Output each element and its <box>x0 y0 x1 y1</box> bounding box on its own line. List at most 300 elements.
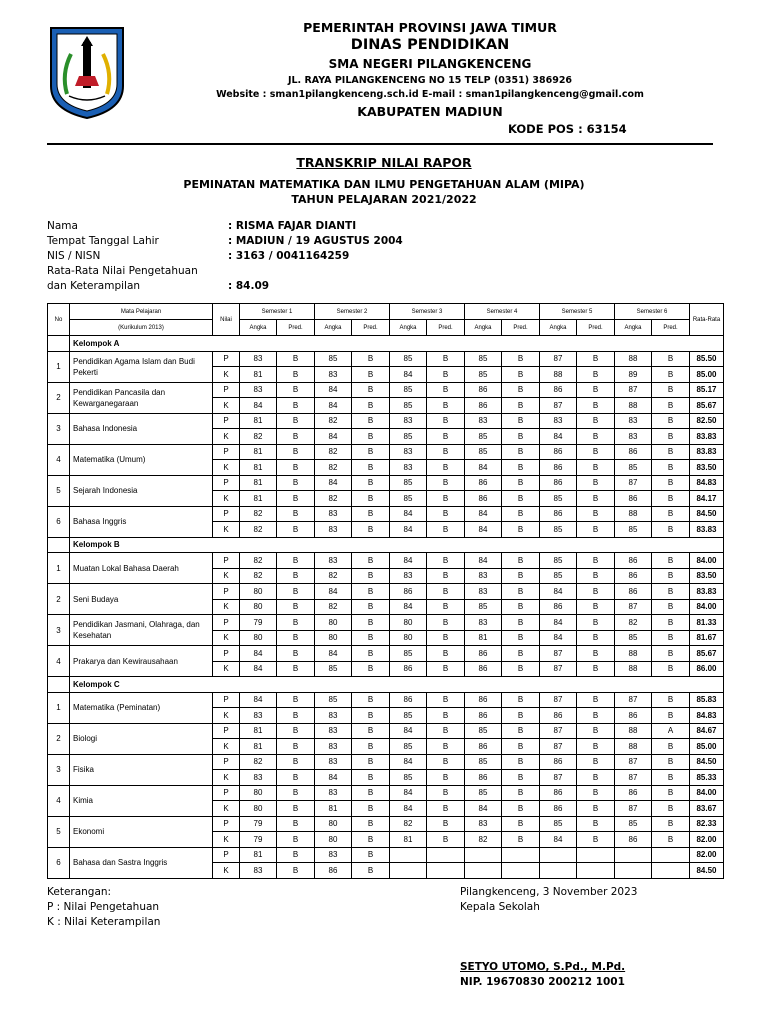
header-pred: Pred. <box>577 320 615 336</box>
pred-cell: B <box>577 506 615 522</box>
table-row <box>48 553 724 569</box>
pred-cell: B <box>277 568 315 584</box>
angka-cell: 81 <box>240 367 277 383</box>
pred-cell: B <box>427 398 465 414</box>
angka-cell: 81 <box>240 444 277 460</box>
angka-cell: 86 <box>465 739 502 755</box>
pred-cell: B <box>277 444 315 460</box>
angka-cell: 83 <box>315 739 352 755</box>
pred-cell: B <box>577 460 615 476</box>
angka-cell: 85 <box>390 646 427 662</box>
angka-cell: 85 <box>390 708 427 724</box>
pred-cell: B <box>277 847 315 863</box>
angka-cell: 83 <box>615 429 652 445</box>
nilai-type: K <box>213 801 240 817</box>
keterangan-title: Keterangan: <box>47 886 112 898</box>
table-row <box>48 692 724 708</box>
angka-cell: 80 <box>315 615 352 631</box>
pred-cell: B <box>502 491 540 507</box>
angka-cell: 81 <box>240 739 277 755</box>
table-header <box>48 304 724 336</box>
pred-cell: B <box>277 832 315 848</box>
nilai-type: K <box>213 398 240 414</box>
rata-rata-cell: 85.50 <box>690 351 724 367</box>
pred-cell: B <box>502 568 540 584</box>
pred-cell: B <box>427 708 465 724</box>
angka-cell: 86 <box>465 646 502 662</box>
nilai-type: K <box>213 367 240 383</box>
angka-cell: 87 <box>615 770 652 786</box>
pred-cell: B <box>652 770 690 786</box>
angka-cell: 82 <box>240 522 277 538</box>
angka-cell: 86 <box>615 491 652 507</box>
angka-cell <box>465 847 502 863</box>
pred-cell: B <box>427 522 465 538</box>
angka-cell: 85 <box>465 444 502 460</box>
header-semester: Semester 2 <box>315 304 390 320</box>
pred-cell: B <box>352 398 390 414</box>
angka-cell: 87 <box>540 646 577 662</box>
nilai-type: P <box>213 785 240 801</box>
rata-rata-cell: 84.17 <box>690 491 724 507</box>
angka-cell: 86 <box>540 785 577 801</box>
angka-cell: 86 <box>615 553 652 569</box>
angka-cell: 84 <box>540 584 577 600</box>
pred-cell: B <box>502 367 540 383</box>
angka-cell: 85 <box>540 522 577 538</box>
rata-rata-cell: 85.33 <box>690 770 724 786</box>
pred-cell: B <box>352 739 390 755</box>
angka-cell: 83 <box>315 553 352 569</box>
angka-cell: 85 <box>315 351 352 367</box>
rata-rata-cell: 85.00 <box>690 367 724 383</box>
pred-cell: B <box>352 692 390 708</box>
subject-no: 2 <box>48 723 70 754</box>
angka-cell: 86 <box>540 801 577 817</box>
pred-cell: B <box>502 785 540 801</box>
pred-cell: B <box>427 661 465 677</box>
angka-cell: 86 <box>615 708 652 724</box>
angka-cell <box>465 863 502 879</box>
signer-name: SETYO UTOMO, S.Pd., M.Pd. <box>460 961 626 973</box>
header-line1: PEMERINTAH PROVINSI JAWA TIMUR <box>303 20 557 35</box>
subject-name: Bahasa dan Sastra Inggris <box>70 847 213 878</box>
kabupaten: KABUPATEN MADIUN <box>357 104 503 119</box>
pred-cell: B <box>427 491 465 507</box>
nilai-type: K <box>213 770 240 786</box>
pred-cell: B <box>352 382 390 398</box>
pred-cell: B <box>427 506 465 522</box>
angka-cell: 84 <box>540 615 577 631</box>
value-nama: : RISMA FAJAR DIANTI <box>228 220 357 232</box>
pred-cell: B <box>427 568 465 584</box>
school-contact: Website : sman1pilangkenceng.sch.id E-mail : sman1pilangkenceng@gmail.com <box>216 89 644 100</box>
pred-cell: B <box>352 754 390 770</box>
angka-cell: 86 <box>540 444 577 460</box>
pred-cell: B <box>277 522 315 538</box>
nilai-type: K <box>213 460 240 476</box>
pred-cell: B <box>652 754 690 770</box>
pred-cell: B <box>502 429 540 445</box>
rata-rata-cell: 81.67 <box>690 630 724 646</box>
subject-no: 3 <box>48 615 70 646</box>
pred-cell: B <box>277 506 315 522</box>
table-row <box>48 816 724 832</box>
pred-cell: B <box>352 460 390 476</box>
nilai-type: P <box>213 351 240 367</box>
label-rata2: dan Keterampilan <box>47 280 141 292</box>
angka-cell: 85 <box>540 568 577 584</box>
subject-name: Kimia <box>70 785 213 816</box>
pred-cell: B <box>577 816 615 832</box>
document-title: TRANSKRIP NILAI RAPOR <box>296 155 472 170</box>
rata-rata-cell: 85.00 <box>690 739 724 755</box>
pred-cell: B <box>427 553 465 569</box>
academic-year: TAHUN PELAJARAN 2021/2022 <box>291 193 477 206</box>
subject-no: 4 <box>48 646 70 677</box>
rata-rata-cell: 83.50 <box>690 460 724 476</box>
rata-rata-cell: 84.00 <box>690 553 724 569</box>
nilai-type: K <box>213 599 240 615</box>
angka-cell: 85 <box>390 491 427 507</box>
pred-cell: B <box>352 770 390 786</box>
pred-cell: B <box>502 739 540 755</box>
pred-cell: B <box>502 444 540 460</box>
table-row <box>48 413 724 429</box>
pred-cell: B <box>577 832 615 848</box>
pred-cell: B <box>277 584 315 600</box>
angka-cell: 80 <box>315 816 352 832</box>
subject-name: Pendidikan Agama Islam dan Budi Pekerti <box>70 351 213 382</box>
angka-cell: 79 <box>240 615 277 631</box>
table-row <box>48 475 724 491</box>
pred-cell: B <box>352 708 390 724</box>
pred-cell: B <box>652 429 690 445</box>
angka-cell: 83 <box>240 863 277 879</box>
place-date: Pilangkenceng, 3 November 2023 <box>460 886 638 898</box>
pred-cell: B <box>652 460 690 476</box>
angka-cell: 84 <box>390 522 427 538</box>
subject-no: 2 <box>48 382 70 413</box>
pred-cell: B <box>652 553 690 569</box>
angka-cell: 87 <box>540 351 577 367</box>
table-row <box>48 615 724 631</box>
label-nis: NIS / NISN <box>47 250 101 262</box>
pred-cell: A <box>652 723 690 739</box>
angka-cell: 84 <box>390 599 427 615</box>
pred-cell: B <box>652 382 690 398</box>
angka-cell: 83 <box>240 382 277 398</box>
subject-name: Bahasa Inggris <box>70 506 213 537</box>
pred-cell: B <box>352 630 390 646</box>
angka-cell: 86 <box>615 568 652 584</box>
pred-cell: B <box>427 770 465 786</box>
angka-cell: 83 <box>240 351 277 367</box>
angka-cell: 83 <box>465 584 502 600</box>
angka-cell: 87 <box>615 754 652 770</box>
subject-name: Muatan Lokal Bahasa Daerah <box>70 553 213 584</box>
document-subtitle: PEMINATAN MATEMATIKA DAN ILMU PENGETAHUAN ALAM (MIPA) <box>183 178 585 191</box>
pred-cell: B <box>577 615 615 631</box>
pred-cell: B <box>577 491 615 507</box>
angka-cell: 86 <box>540 460 577 476</box>
subject-no: 1 <box>48 692 70 723</box>
table-row <box>48 444 724 460</box>
pred-cell: B <box>577 801 615 817</box>
angka-cell: 84 <box>390 801 427 817</box>
rata-rata-cell: 85.17 <box>690 382 724 398</box>
angka-cell: 84 <box>315 770 352 786</box>
pred-cell: B <box>277 413 315 429</box>
pred-cell: B <box>577 708 615 724</box>
angka-cell: 84 <box>540 630 577 646</box>
pred-cell: B <box>502 770 540 786</box>
angka-cell: 83 <box>390 444 427 460</box>
pred-cell: B <box>652 832 690 848</box>
angka-cell: 86 <box>615 832 652 848</box>
angka-cell: 84 <box>540 832 577 848</box>
group-spacer <box>48 537 70 553</box>
angka-cell: 83 <box>390 568 427 584</box>
subject-no: 1 <box>48 351 70 382</box>
nilai-type: P <box>213 475 240 491</box>
pred-cell: B <box>427 723 465 739</box>
angka-cell: 85 <box>390 770 427 786</box>
angka-cell: 88 <box>540 367 577 383</box>
value-ttl: : MADIUN / 19 AGUSTUS 2004 <box>228 235 403 247</box>
pred-cell: B <box>502 398 540 414</box>
pred-cell: B <box>352 801 390 817</box>
nilai-type: K <box>213 832 240 848</box>
pred-cell: B <box>352 816 390 832</box>
pred-cell: B <box>502 801 540 817</box>
pred-cell: B <box>577 723 615 739</box>
pred-cell: B <box>652 413 690 429</box>
nilai-type: K <box>213 661 240 677</box>
pred-cell: B <box>577 475 615 491</box>
nilai-type: K <box>213 522 240 538</box>
pred-cell: B <box>577 429 615 445</box>
pred-cell: B <box>277 367 315 383</box>
angka-cell: 86 <box>540 754 577 770</box>
angka-cell: 87 <box>540 692 577 708</box>
subject-no: 3 <box>48 413 70 444</box>
angka-cell: 85 <box>315 692 352 708</box>
pred-cell: B <box>427 615 465 631</box>
pred-cell: B <box>277 692 315 708</box>
pred-cell: B <box>352 351 390 367</box>
nilai-type: P <box>213 754 240 770</box>
nilai-type: P <box>213 723 240 739</box>
angka-cell: 88 <box>615 739 652 755</box>
pred-cell: B <box>502 832 540 848</box>
subject-no: 6 <box>48 506 70 537</box>
nilai-type: P <box>213 615 240 631</box>
pred-cell: B <box>577 351 615 367</box>
pred-cell: B <box>427 429 465 445</box>
angka-cell <box>615 847 652 863</box>
rata-rata-cell: 84.00 <box>690 599 724 615</box>
pred-cell: B <box>427 739 465 755</box>
pred-cell <box>652 863 690 879</box>
angka-cell: 85 <box>465 785 502 801</box>
angka-cell: 82 <box>315 568 352 584</box>
header-pred: Pred. <box>652 320 690 336</box>
subject-no: 2 <box>48 584 70 615</box>
pred-cell: B <box>277 491 315 507</box>
pred-cell: B <box>502 692 540 708</box>
pred-cell: B <box>652 506 690 522</box>
pred-cell: B <box>277 630 315 646</box>
table-row <box>48 584 724 600</box>
pred-cell <box>502 847 540 863</box>
label-nama: Nama <box>47 220 78 232</box>
pred-cell: B <box>577 692 615 708</box>
pred-cell: B <box>352 646 390 662</box>
angka-cell: 86 <box>615 584 652 600</box>
pred-cell: B <box>502 708 540 724</box>
header-kurikulum: (Kurikulum 2013) <box>70 320 213 336</box>
pred-cell: B <box>277 708 315 724</box>
angka-cell: 83 <box>240 708 277 724</box>
angka-cell: 86 <box>390 692 427 708</box>
angka-cell <box>615 863 652 879</box>
angka-cell: 85 <box>465 429 502 445</box>
nilai-type: K <box>213 863 240 879</box>
angka-cell: 86 <box>465 382 502 398</box>
pred-cell: B <box>502 630 540 646</box>
angka-cell: 83 <box>315 367 352 383</box>
angka-cell: 80 <box>240 584 277 600</box>
angka-cell: 82 <box>465 832 502 848</box>
angka-cell: 81 <box>240 460 277 476</box>
pred-cell: B <box>277 785 315 801</box>
angka-cell: 83 <box>315 785 352 801</box>
pred-cell: B <box>502 506 540 522</box>
pred-cell: B <box>427 382 465 398</box>
angka-cell <box>390 847 427 863</box>
subject-name: Fisika <box>70 754 213 785</box>
angka-cell: 86 <box>540 382 577 398</box>
pred-cell: B <box>427 816 465 832</box>
rata-rata-cell: 85.67 <box>690 646 724 662</box>
pred-cell: B <box>352 832 390 848</box>
angka-cell: 89 <box>615 367 652 383</box>
pred-cell: B <box>502 382 540 398</box>
angka-cell: 87 <box>615 382 652 398</box>
rata-rata-cell: 83.67 <box>690 801 724 817</box>
header-line2: DINAS PENDIDIKAN <box>350 37 510 53</box>
pred-cell: B <box>277 599 315 615</box>
group-spacer <box>48 677 70 693</box>
pred-cell: B <box>277 770 315 786</box>
rata-rata-cell: 84.83 <box>690 475 724 491</box>
header-pred: Pred. <box>427 320 465 336</box>
angka-cell: 85 <box>465 723 502 739</box>
angka-cell: 80 <box>315 832 352 848</box>
pred-cell: B <box>502 723 540 739</box>
header-semester: Semester 4 <box>465 304 540 320</box>
pred-cell: B <box>652 599 690 615</box>
nilai-type: P <box>213 553 240 569</box>
rata-rata-cell: 82.00 <box>690 847 724 863</box>
rata-rata-cell: 83.50 <box>690 568 724 584</box>
angka-cell: 85 <box>390 398 427 414</box>
angka-cell: 84 <box>540 429 577 445</box>
angka-cell: 84 <box>315 475 352 491</box>
subject-no: 5 <box>48 475 70 506</box>
angka-cell: 84 <box>390 506 427 522</box>
angka-cell: 84 <box>240 661 277 677</box>
pred-cell: B <box>352 615 390 631</box>
pred-cell: B <box>277 661 315 677</box>
pred-cell: B <box>352 506 390 522</box>
rata-rata-cell: 84.50 <box>690 863 724 879</box>
pred-cell: B <box>652 398 690 414</box>
subject-name: Bahasa Indonesia <box>70 413 213 444</box>
header-angka: Angka <box>390 320 427 336</box>
pred-cell: B <box>577 522 615 538</box>
angka-cell: 79 <box>240 832 277 848</box>
pred-cell: B <box>502 460 540 476</box>
angka-cell: 87 <box>540 739 577 755</box>
angka-cell: 86 <box>540 475 577 491</box>
angka-cell: 86 <box>390 661 427 677</box>
subject-name: Pendidikan Jasmani, Olahraga, dan Kesehatan <box>70 615 213 646</box>
angka-cell: 80 <box>390 615 427 631</box>
header-divider <box>47 143 713 145</box>
pred-cell: B <box>502 522 540 538</box>
header-pred: Pred. <box>502 320 540 336</box>
subject-name: Seni Budaya <box>70 584 213 615</box>
pred-cell: B <box>502 599 540 615</box>
angka-cell: 87 <box>540 398 577 414</box>
pred-cell: B <box>502 475 540 491</box>
pred-cell <box>652 847 690 863</box>
subject-no: 4 <box>48 785 70 816</box>
pred-cell: B <box>652 491 690 507</box>
angka-cell: 82 <box>315 599 352 615</box>
rata-rata-cell: 86.00 <box>690 661 724 677</box>
pred-cell: B <box>277 863 315 879</box>
pred-cell: B <box>277 646 315 662</box>
pred-cell: B <box>277 351 315 367</box>
angka-cell: 84 <box>465 460 502 476</box>
pred-cell: B <box>502 816 540 832</box>
angka-cell: 86 <box>465 491 502 507</box>
pred-cell: B <box>577 553 615 569</box>
angka-cell: 82 <box>615 615 652 631</box>
rata-rata-cell: 84.83 <box>690 708 724 724</box>
pred-cell: B <box>352 568 390 584</box>
nilai-type: P <box>213 506 240 522</box>
angka-cell: 88 <box>615 661 652 677</box>
angka-cell: 86 <box>540 599 577 615</box>
angka-cell: 86 <box>465 661 502 677</box>
group-row <box>48 677 724 693</box>
group-name: Kelompok B <box>70 537 724 553</box>
table-row <box>48 351 724 367</box>
table-row <box>48 723 724 739</box>
angka-cell: 85 <box>615 816 652 832</box>
header-semester: Semester 3 <box>390 304 465 320</box>
angka-cell: 84 <box>315 398 352 414</box>
angka-cell: 83 <box>540 413 577 429</box>
angka-cell: 84 <box>465 522 502 538</box>
pred-cell <box>427 863 465 879</box>
angka-cell: 85 <box>390 351 427 367</box>
angka-cell: 86 <box>540 506 577 522</box>
